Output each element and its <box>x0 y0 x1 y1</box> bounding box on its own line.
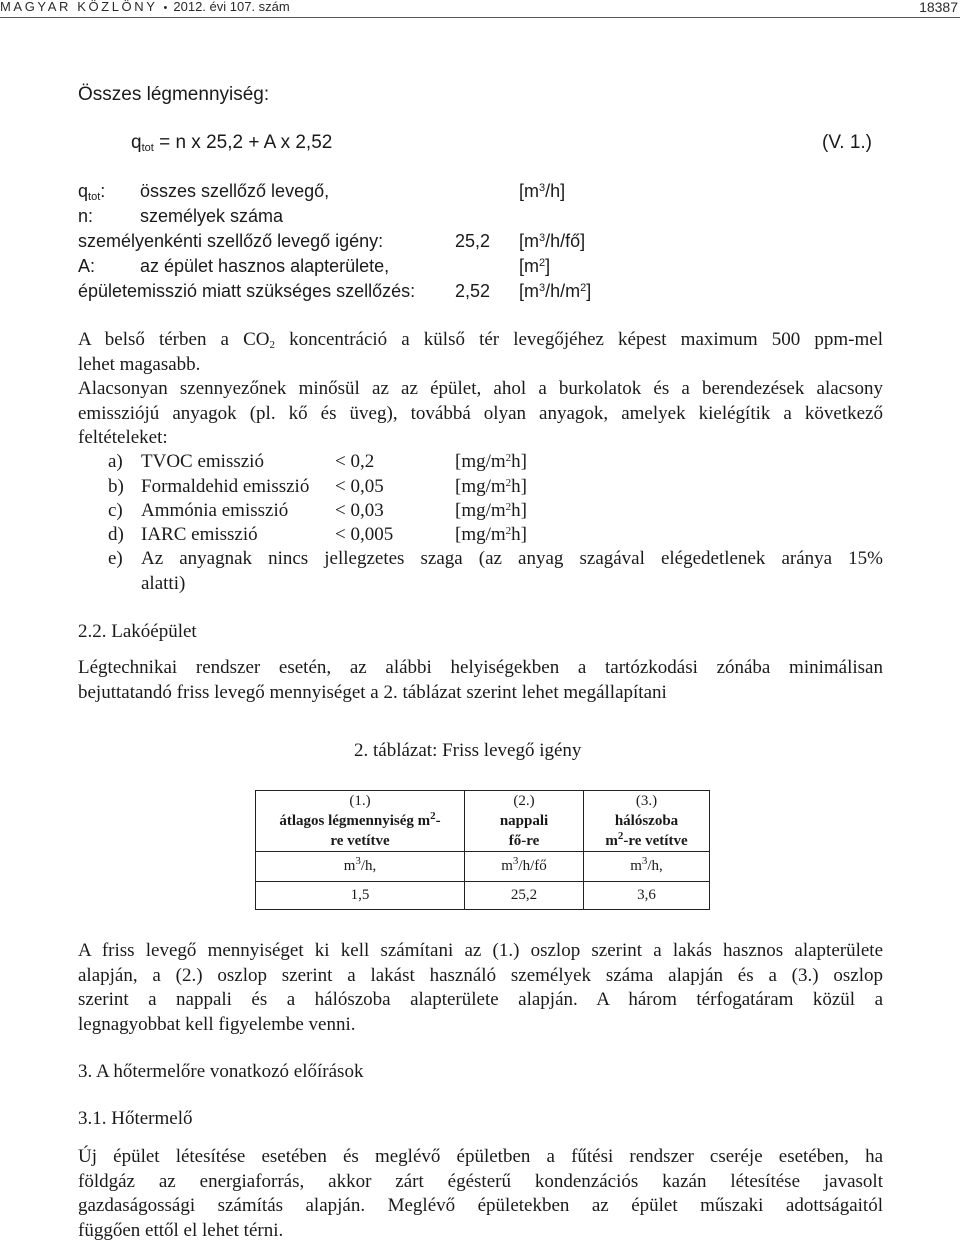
header-divider <box>0 17 960 18</box>
table-cell: 25,2 <box>465 882 584 910</box>
paragraph-line: Légtechnikai rendszer esetén, az alábbi helyiségekben a tartózkodási zónába minimálisan <box>78 656 883 681</box>
definition-text: személyek száma <box>140 206 283 227</box>
definition-value: 2,52 <box>455 281 490 302</box>
table-row <box>256 791 710 812</box>
journal-title: MAGYAR KÖZLÖNY <box>0 0 158 14</box>
table-header-cell: nappali fő-re <box>465 811 584 852</box>
co2-paragraph <box>78 328 883 451</box>
paragraph-line: szerint a nappali és a hálószoba alapterülete alapján. A három térfogatáram közül a <box>78 988 883 1013</box>
section-heading: 3. A hőtermelőre vonatkozó előírások <box>78 1061 363 1083</box>
table-cell: (2.) <box>465 791 584 812</box>
definition-symbol: A: <box>78 256 95 277</box>
after-table-paragraph <box>78 939 883 1037</box>
condition-limit: < 0,2 <box>335 451 374 473</box>
table-cell: $m^3/h$, <box>584 852 710 882</box>
table-caption: 2. táblázat: Friss levegő igény <box>354 740 581 762</box>
paragraph-line: Új épület létesítése esetében és meglévő épületben a fűtési rendszer cseréje esetében, ha <box>78 1145 883 1170</box>
equation-label: (V. 1.) <box>822 132 872 154</box>
condition-letter: e) <box>108 548 123 570</box>
table-header-cell: átlagos légmennyiség $m^2-$ re vetítve <box>256 811 465 852</box>
table-cell: (1.) <box>256 791 465 812</box>
co2-line: Alacsonyan szennyezőnek minősül az az épület, ahol a burkolatok és a berendezések alacsony <box>78 377 883 402</box>
paragraph-line: bejuttatandó friss levegő mennyiséget a 2. táblázat szerint lehet megállapítani <box>78 681 883 706</box>
subsection-heading: 3.1. Hőtermelő <box>78 1108 193 1130</box>
condition-name: TVOC emisszió <box>141 451 264 473</box>
paragraph-line: gazdaságossági számítás alapján. Meglévő épületekben az épület műszaki adottságaitól <box>78 1194 883 1219</box>
table-cell: $m^3/h/fő$ <box>465 852 584 882</box>
condition-letter: d) <box>108 524 124 546</box>
condition-name: Formaldehid emisszió <box>141 476 309 498</box>
definition-unit: $[m^3/h/fő]$ <box>519 231 585 252</box>
air-formula: $q_{tot} = n$ x 25,2 + A x 2,52 <box>131 132 332 154</box>
definition-row: $q_{tot}$: <box>78 181 105 202</box>
definition-text: épületemisszió miatt szükséges szellőzés: <box>78 281 415 302</box>
condition-letter: c) <box>108 500 123 522</box>
co2-line: feltételeket: <box>78 426 883 451</box>
definition-text: összes szellőző levegő, <box>140 181 329 202</box>
issue-number: 2012. évi 107. szám <box>173 0 289 14</box>
fresh-air-table <box>255 790 710 910</box>
table-cell: (3.) <box>584 791 710 812</box>
table-row <box>256 811 710 852</box>
page-number: 18387 <box>919 0 958 15</box>
definition-value: 25,2 <box>455 231 490 252</box>
condition-letter: a) <box>108 451 123 473</box>
condition-letter: b) <box>108 476 124 498</box>
condition-unit: $[mg/m^2h]$ <box>455 500 527 522</box>
condition-e-line: Az anyagnak nincs jellegzetes szaga (az anyag szagával elégedetlenek aránya 15% <box>141 548 883 570</box>
co2-line: A belső térben a $CO_2$ koncentráció a külső tér levegőjéhez képest maximum 500 ppm-mel <box>78 328 883 353</box>
paragraph-line: alapján, a (2.) oszlop szerint a lakást használó személyek száma alapján és a (3.) oszlop <box>78 964 883 989</box>
running-header <box>0 0 290 14</box>
condition-limit: < 0,03 <box>335 500 384 522</box>
table-cell: 1,5 <box>256 882 465 910</box>
co2-line: lehet magasabb. <box>78 353 883 378</box>
definition-symbol: n: <box>78 206 93 227</box>
paragraph-line: legnagyobbat kell figyelembe venni. <box>78 1013 883 1038</box>
co2-line: emissziójú anyagok (pl. kő és üveg), továbbá olyan anyagok, amelyek kielégítik a következő <box>78 402 883 427</box>
table-row <box>256 852 710 882</box>
condition-name: IARC emisszió <box>141 524 258 546</box>
paragraph-line: függően ettől el lehet térni. <box>78 1219 883 1243</box>
paragraph-line: A friss levegő mennyiséget ki kell számítani az (1.) oszlop szerint a lakás hasznos alapterülete <box>78 939 883 964</box>
table-cell: 3,6 <box>584 882 710 910</box>
condition-unit: $[mg/m^2h]$ <box>455 476 527 498</box>
definition-unit: $[m^2]$ <box>519 256 550 277</box>
condition-limit: < 0,05 <box>335 476 384 498</box>
condition-unit: $[mg/m^2h]$ <box>455 451 527 473</box>
definition-unit: $[m^3/h]$ <box>519 181 565 202</box>
condition-unit: $[mg/m^2h]$ <box>455 524 527 546</box>
section-heading: 2.2. Lakóépület <box>78 621 197 643</box>
table-header-cell: hálószoba $m^2-re$ vetítve <box>584 811 710 852</box>
definition-text: személyenkénti szellőző levegő igény: <box>78 231 383 252</box>
condition-e-line: alatti) <box>141 573 185 595</box>
table-row <box>256 882 710 910</box>
table-cell: $m^3/h$, <box>256 852 465 882</box>
section-22-paragraph <box>78 656 883 705</box>
condition-limit: < 0,005 <box>335 524 393 546</box>
definition-text: az épület hasznos alapterülete, <box>140 256 389 277</box>
bullet-separator: • <box>158 2 174 14</box>
section-3-paragraph <box>78 1145 883 1243</box>
paragraph-line: földgáz az energiaforrás, akkor zárt égésterű kondenzációs kazán létesítése javasolt <box>78 1170 883 1195</box>
air-heading: Összes légmennyiség: <box>78 84 269 106</box>
condition-name: Ammónia emisszió <box>141 500 288 522</box>
definition-unit: $[m^3/h/m^2]$ <box>519 281 591 302</box>
